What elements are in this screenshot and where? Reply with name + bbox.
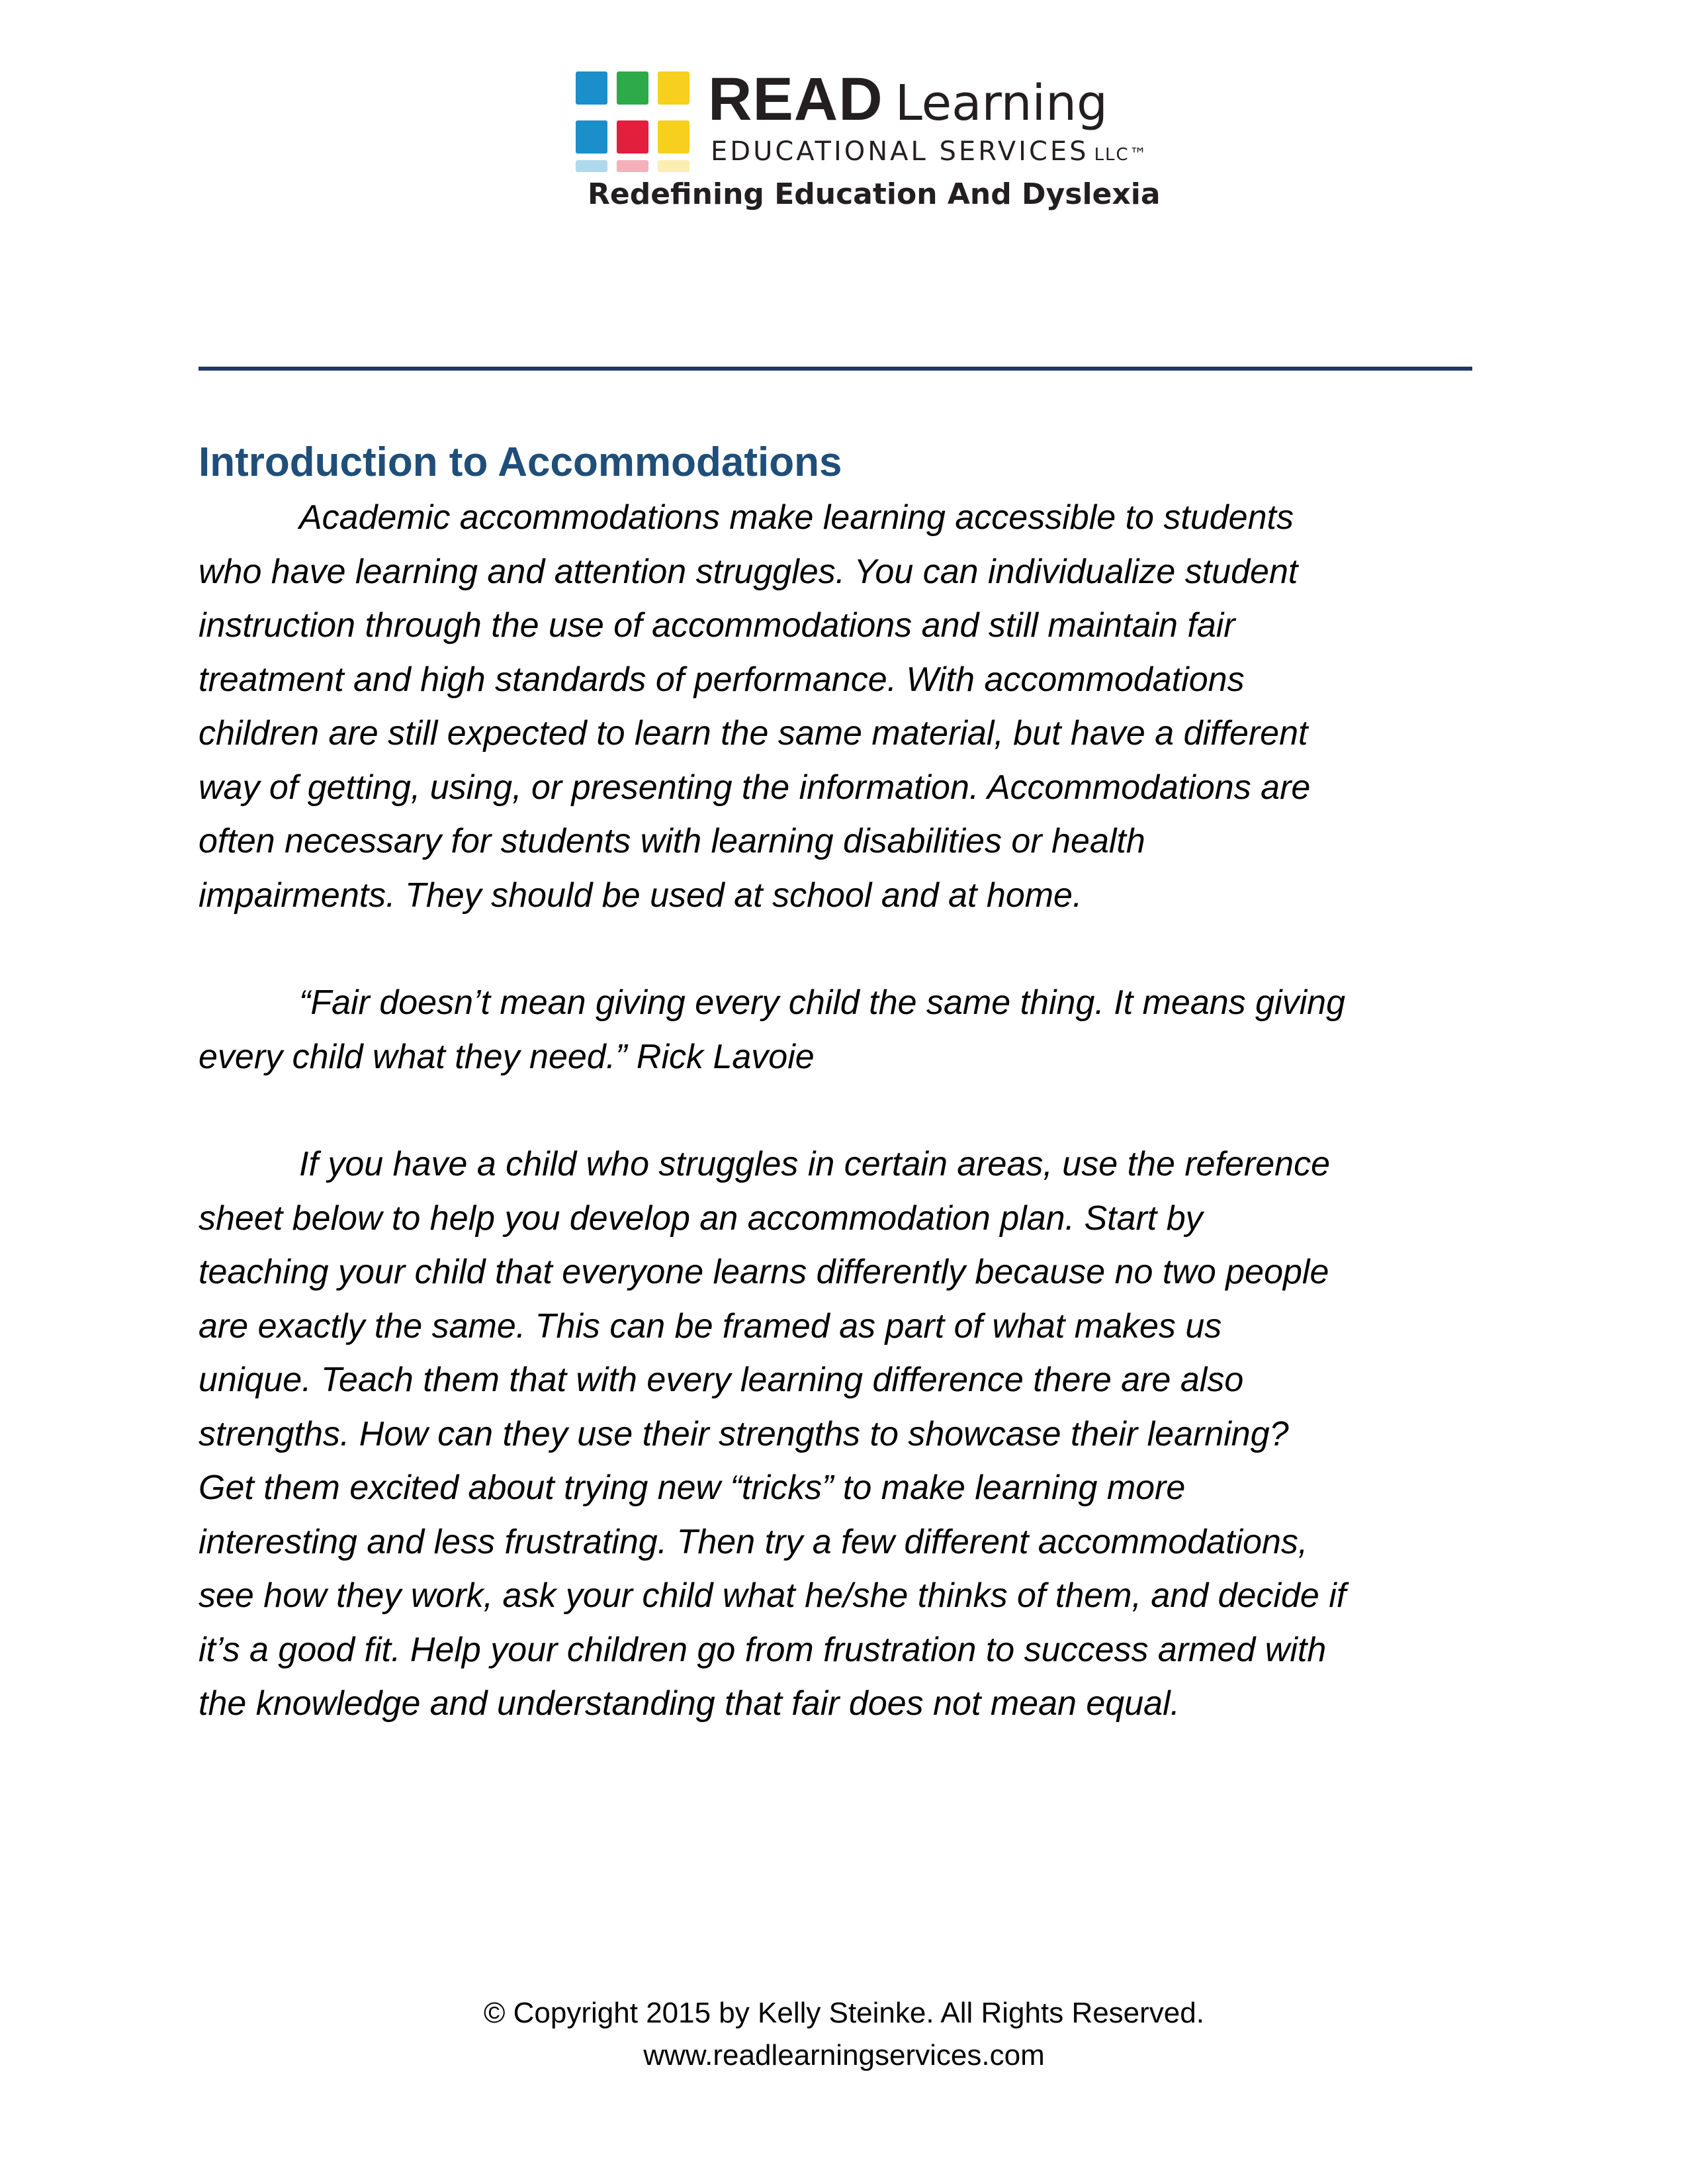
paragraph-line: see how they work, ask your child what he/she thinks of them, and decide if [199, 1576, 1347, 1615]
logo-square-yellow-top [658, 71, 689, 105]
paragraph-line: “Fair doesn’t mean giving every child the same thing. It means giving [299, 983, 1345, 1022]
company-logo [576, 66, 1161, 224]
logo-reflection-yellow [658, 160, 689, 172]
paragraph-line: treatment and high standards of performance. With accommodations [199, 660, 1245, 699]
page-title: Introduction to Accommodations [199, 439, 842, 485]
logo-reflection-red [617, 160, 648, 172]
page-footer [0, 1992, 1688, 2077]
paragraph-line: Academic accommodations make learning accessible to students [299, 498, 1294, 537]
logo-subtitle [711, 136, 1148, 167]
website-url: www.readlearningservices.com [643, 2039, 1045, 2071]
logo-tagline: Redefining Education And Dyslexia [588, 177, 1161, 211]
logo-square-blue-top [576, 71, 607, 105]
logo-subtitle-text: EDUCATIONAL SERVICES [711, 136, 1089, 167]
paragraph-line: If you have a child who struggles in certain areas, use the reference [299, 1145, 1330, 1183]
plan-paragraph [199, 1138, 1489, 1731]
paragraph-line: instruction through the use of accommodations and still maintain fair [199, 606, 1235, 645]
paragraph-line: unique. Teach them that with every learning difference there are also [199, 1361, 1244, 1399]
logo-llc: LLC™ [1094, 145, 1148, 165]
paragraph-line: strengths. How can they use their strengths to showcase their learning? [199, 1414, 1289, 1453]
header-divider [199, 367, 1472, 371]
logo-brand-bold: READ [708, 66, 883, 133]
paragraph-line: who have learning and attention struggles. You can individualize student [199, 552, 1298, 591]
paragraph-line: often necessary for students with learning disabilities or health [199, 822, 1145, 860]
paragraph-line: interesting and less frustrating. Then try a few different accommodations, [199, 1522, 1308, 1561]
logo-square-green [617, 71, 648, 105]
logo-reflection-blue [576, 160, 607, 172]
logo-brand-light: Learning [895, 75, 1108, 132]
intro-paragraph [199, 491, 1489, 923]
paragraph-line: way of getting, using, or presenting the information. Accommodations are [199, 768, 1311, 807]
paragraph-line: every child what they need.” Rick Lavoie [199, 1037, 815, 1076]
copyright-text: © Copyright 2015 by Kelly Steinke. All Rights Reserved. [484, 1997, 1204, 2029]
logo-square-red [617, 120, 648, 154]
paragraph-line: it’s a good fit. Help your children go from frustration to success armed with [199, 1630, 1327, 1669]
paragraph-line: sheet below to help you develop an accommodation plan. Start by [199, 1199, 1203, 1238]
logo-brand [708, 65, 1108, 134]
paragraph-line: teaching your child that everyone learns differently because no two people [199, 1253, 1329, 1291]
paragraph-line: children are still expected to learn the same material, but have a different [199, 714, 1308, 752]
logo-square-yellow-bottom [658, 120, 689, 154]
paragraph-line: the knowledge and understanding that fair does not mean equal. [199, 1684, 1180, 1723]
paragraph-line: impairments. They should be used at school and at home. [199, 876, 1083, 915]
quote-paragraph [199, 976, 1489, 1084]
paragraph-line: are exactly the same. This can be framed as part of what makes us [199, 1306, 1222, 1345]
logo-square-blue-bottom [576, 120, 607, 154]
paragraph-line: Get them excited about trying new “tricks” to make learning more [199, 1469, 1186, 1507]
